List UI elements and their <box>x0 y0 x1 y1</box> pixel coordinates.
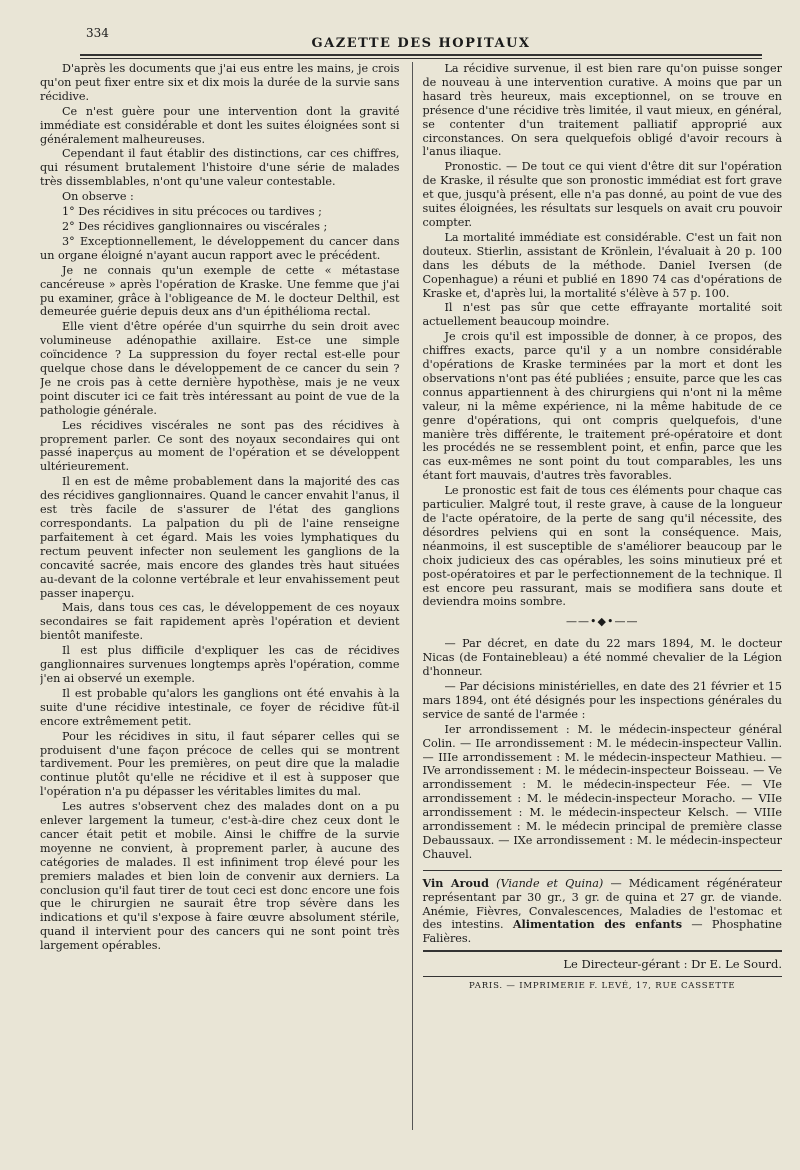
advert-name: Vin Aroud <box>422 875 489 890</box>
paragraph: Les récidives viscérales ne sont pas des récidives à proprement parler. Ce sont des noyaux secondaires qui ont passé inaperçus au moment de l'opération et se développent ultérieurement. <box>40 418 400 474</box>
left-column <box>40 62 400 1130</box>
paragraph: Cependant il faut établir des distinctions, car ces chiffres, qui résument brutalement l'histoire d'une série de malades très dissemblables, n'ont qu'une valeur contestable. <box>40 147 400 189</box>
footer-rule <box>423 950 783 952</box>
paragraph: Le pronostic est fait de tous ces éléments pour chaque cas particulier. Malgré tout, il reste grave, à cause de la longueur de l'acte opératoire, de la perte de sang qu'il nécessite, des désordres pelviens qui en sont la conséquence. Mais, néanmoins, il est susceptible de s'améliorer beaucoup par le choix judicieux des cas opérables, les soins minutieux pré et post-opératoires et par le perfectionnement de la technique. Il est encore peu rassurant, mais se modifiera sans doute et deviendra moins sombre. <box>422 484 782 609</box>
paragraph: Il en est de même probablement dans la majorité des cas des récidives ganglionnaires. Quand le cancer envahit l'anus, il est très facile de s'assurer de l'état des ganglions correspondants. La palpation du pli de l'aine renseigne parfaitement à cet égard. Mais les voies lymphatiques du rectum peuvent infecter non seulement les ganglions de la concavité sacrée, mais encore des glandes très haut situées au-devant de la colonne vertébrale et leur envahissement peut passer inaperçu. <box>40 475 400 600</box>
paragraph: Je crois qu'il est impossible de donner, à ce propos, des chiffres exacts, parce qu'il y a un nombre considérable d'opérations de Kraske terminées par la mort et dont les observations n'ont pas été publiées ; ensuite, parce que les cas connus appartiennent à des chirurgiens qui n'ont ni la même valeur, ni la même expérience, ni la même habitude de ce genre d'opérations, qui ont compris quelquefois, d'une manière très différente, le traitement pré-opératoire et dont les procédés ne se ressemblent point, et enfin, parce que les cas eux-mêmes ne sont point du tout comparables, les uns étant fort mauvais, d'autres très favorables. <box>422 330 782 483</box>
running-title: GAZETTE DES HOPITAUX <box>311 36 531 51</box>
director-signature: Le Directeur-gérant : Dr E. Le Sourd. <box>563 957 782 972</box>
paragraph: Il n'est pas sûr que cette effrayante mortalité soit actuellement beaucoup moindre. <box>422 301 782 329</box>
advert-name-paren: (Viande et Quina) <box>496 876 604 890</box>
paragraph: On observe : <box>62 190 134 204</box>
header-rule-thin <box>80 58 762 59</box>
paragraph: Pour les récidives in situ, il faut séparer celles qui se produisent d'une façon précoce de celles qui se montrent tardivement. Pour les premières, on peut dire que la maladie continue plutôt qu'elle ne récidive et il est à supposer que l'opération n'a pu dépasser les véritables limites du mal. <box>40 729 400 799</box>
paragraph: Mais, dans tous ces cas, le développement de ces noyaux secondaires se fait rapidement après l'opération et devient bientôt manifeste. <box>40 601 400 643</box>
paragraph: Je ne connais qu'un exemple de cette « métastase cancéreuse » après l'opération de Kraske. Une femme que j'ai pu examiner, grâce à l'obligeance de M. le docteur Delthil, est demeurée guérie depuis deux ans d'un épithélioma rectal. <box>40 263 400 319</box>
list-item: 3° Exceptionnellement, le développement du cancer dans un organe éloigné n'ayant aucun rapport avec le précédent. <box>40 234 400 262</box>
paragraph: Il est plus difficile d'expliquer les cas de récidives ganglionnaires survenues longtemps après l'opération, comme j'en ai observé un exemple. <box>40 644 400 685</box>
paragraph: La mortalité immédiate est considérable. C'est un fait non douteux. Stierlin, assistant de Krönlein, l'évaluait à 20 p. 100 dans les débuts de la méthode. Daniel Iversen (de Copenhague) a réuni et publié en 1890 74 cas d'opérations de Kraske et, d'après lui, la mortalité s'élève à 57 p. 100. <box>422 230 782 300</box>
news-item: — Par décret, en date du 22 mars 1894, M. le docteur Nicas (de Fontainebleau) a été nommé chevalier de la Légion d'honneur. <box>422 637 782 679</box>
printer-imprint: PARIS. — IMPRIMERIE F. LEVÉ, 17, RUE CASSETTE <box>423 976 783 994</box>
advert-line2-bold: Alimentation des enfants <box>512 917 683 932</box>
news-item: — Par décisions ministérielles, en date des 21 février et 15 mars 1894, ont été désignés pour les inspections générales du service de santé de l'armée : <box>422 679 782 721</box>
advert-line2-rest: — Phosphatine Falières. <box>422 918 782 946</box>
right-column <box>412 62 783 1130</box>
text-columns <box>40 62 782 1130</box>
news-item: Ier arrondissement : M. le médecin-inspecteur général Colin. — IIe arrondissement : M. le médecin-inspecteur Vallin. — IIIe arrondissement : M. le médecin-inspecteur Mathieu. — IVe arrondissement : M. le médecin-inspecteur Boisseau. — Ve arrondissement : M. le médecin-inspecteur Fée. — VIe arrondissement : M. le médecin-inspecteur Moracho. — VIIe arrondissement : M. le médecin-inspecteur Kelsch. — VIIIe arrondissement : M. le médecin principal de première classe Debaussaux. — IXe arrondissement : M. le médecin-inspecteur Chauvel. <box>422 722 782 861</box>
page-number: 334 <box>86 26 109 40</box>
header-rule <box>80 54 762 56</box>
paragraph: Ce n'est guère pour une intervention dont la gravité immédiate est considérable et dont les suites éloignées sont si généralement malheureuses. <box>40 104 400 146</box>
advertisement <box>423 877 783 947</box>
advert-body: — Médicament régénérateur représentant par 30 gr., 3 gr. de quina et 27 gr. de viande. Anémie, Fièvres, Convalescences, Maladies de l'estomac et des intestins. <box>422 876 782 932</box>
section-ornament: ——•◆•—— <box>566 615 639 629</box>
separator-rule <box>423 870 783 871</box>
list-item: 2° Des récidives ganglionnaires ou viscérales ; <box>62 219 328 233</box>
paragraph: Elle vient d'être opérée d'un squirrhe du sein droit avec volumineuse adénopathie axillaire. Est-ce une simple coïncidence ? La suppression du foyer rectal est-elle pour quelque chose dans le développement de ce cancer du sein ? Je ne crois pas à cette dernière hypothèse, mais je ne veux point discuter ici ce fait très intéressant au point de vue de la pathologie générale. <box>40 320 400 417</box>
paragraph: Les autres s'observent chez des malades dont on a pu enlever largement la tumeur, c'est-à-dire chez ceux dont le cancer était petit et mobile. Ainsi le chiffre de la survie moyenne ne convient, à proprement parler, à aucune des catégories de malades. Il est infiniment trop élevé pour les premiers malades et bien loin de convenir aux derniers. La conclusion qu'il faut tirer de tout ceci est donc encore une fois que le chirurgien ne saurait être trop sévère dans les indications et qu'il s'expose à faire œuvre absolument stérile, quand il intervient pour des cancers qui ne sont point très largement opérables. <box>40 800 400 953</box>
paragraph: D'après les documents que j'ai eus entre les mains, je crois qu'on peut fixer entre six et dix mois la durée de la survie sans récidive. <box>40 62 400 103</box>
paragraph: Il est probable qu'alors les ganglions ont été envahis à la suite d'une récidive intestinale, ce foyer de récidive fût-il encore extrêmement petit. <box>40 686 400 728</box>
paragraph-pronostic: Pronostic. — De tout ce qui vient d'être dit sur l'opération de Kraske, il résulte que son pronostic immédiat est fort grave et que, jusqu'à présent, elle n'a pas donné, au point de vue des suites éloignées, les résultats sur lesquels on avait cru pouvoir compter. <box>422 160 782 229</box>
list-item: 1° Des récidives in situ précoces ou tardives ; <box>62 205 322 219</box>
page-header <box>80 22 762 62</box>
paragraph: La récidive survenue, il est bien rare qu'on puisse songer de nouveau à une intervention curative. A moins que par un hasard très heureux, mais exceptionnel, on se trouve en présence d'une récidive très limitée, il vaut mieux, en général, se contenter d'un traitement palliatif approprié aux circonstances. On sera quelquefois obligé d'avoir recours à l'anus iliaque. <box>422 62 782 159</box>
